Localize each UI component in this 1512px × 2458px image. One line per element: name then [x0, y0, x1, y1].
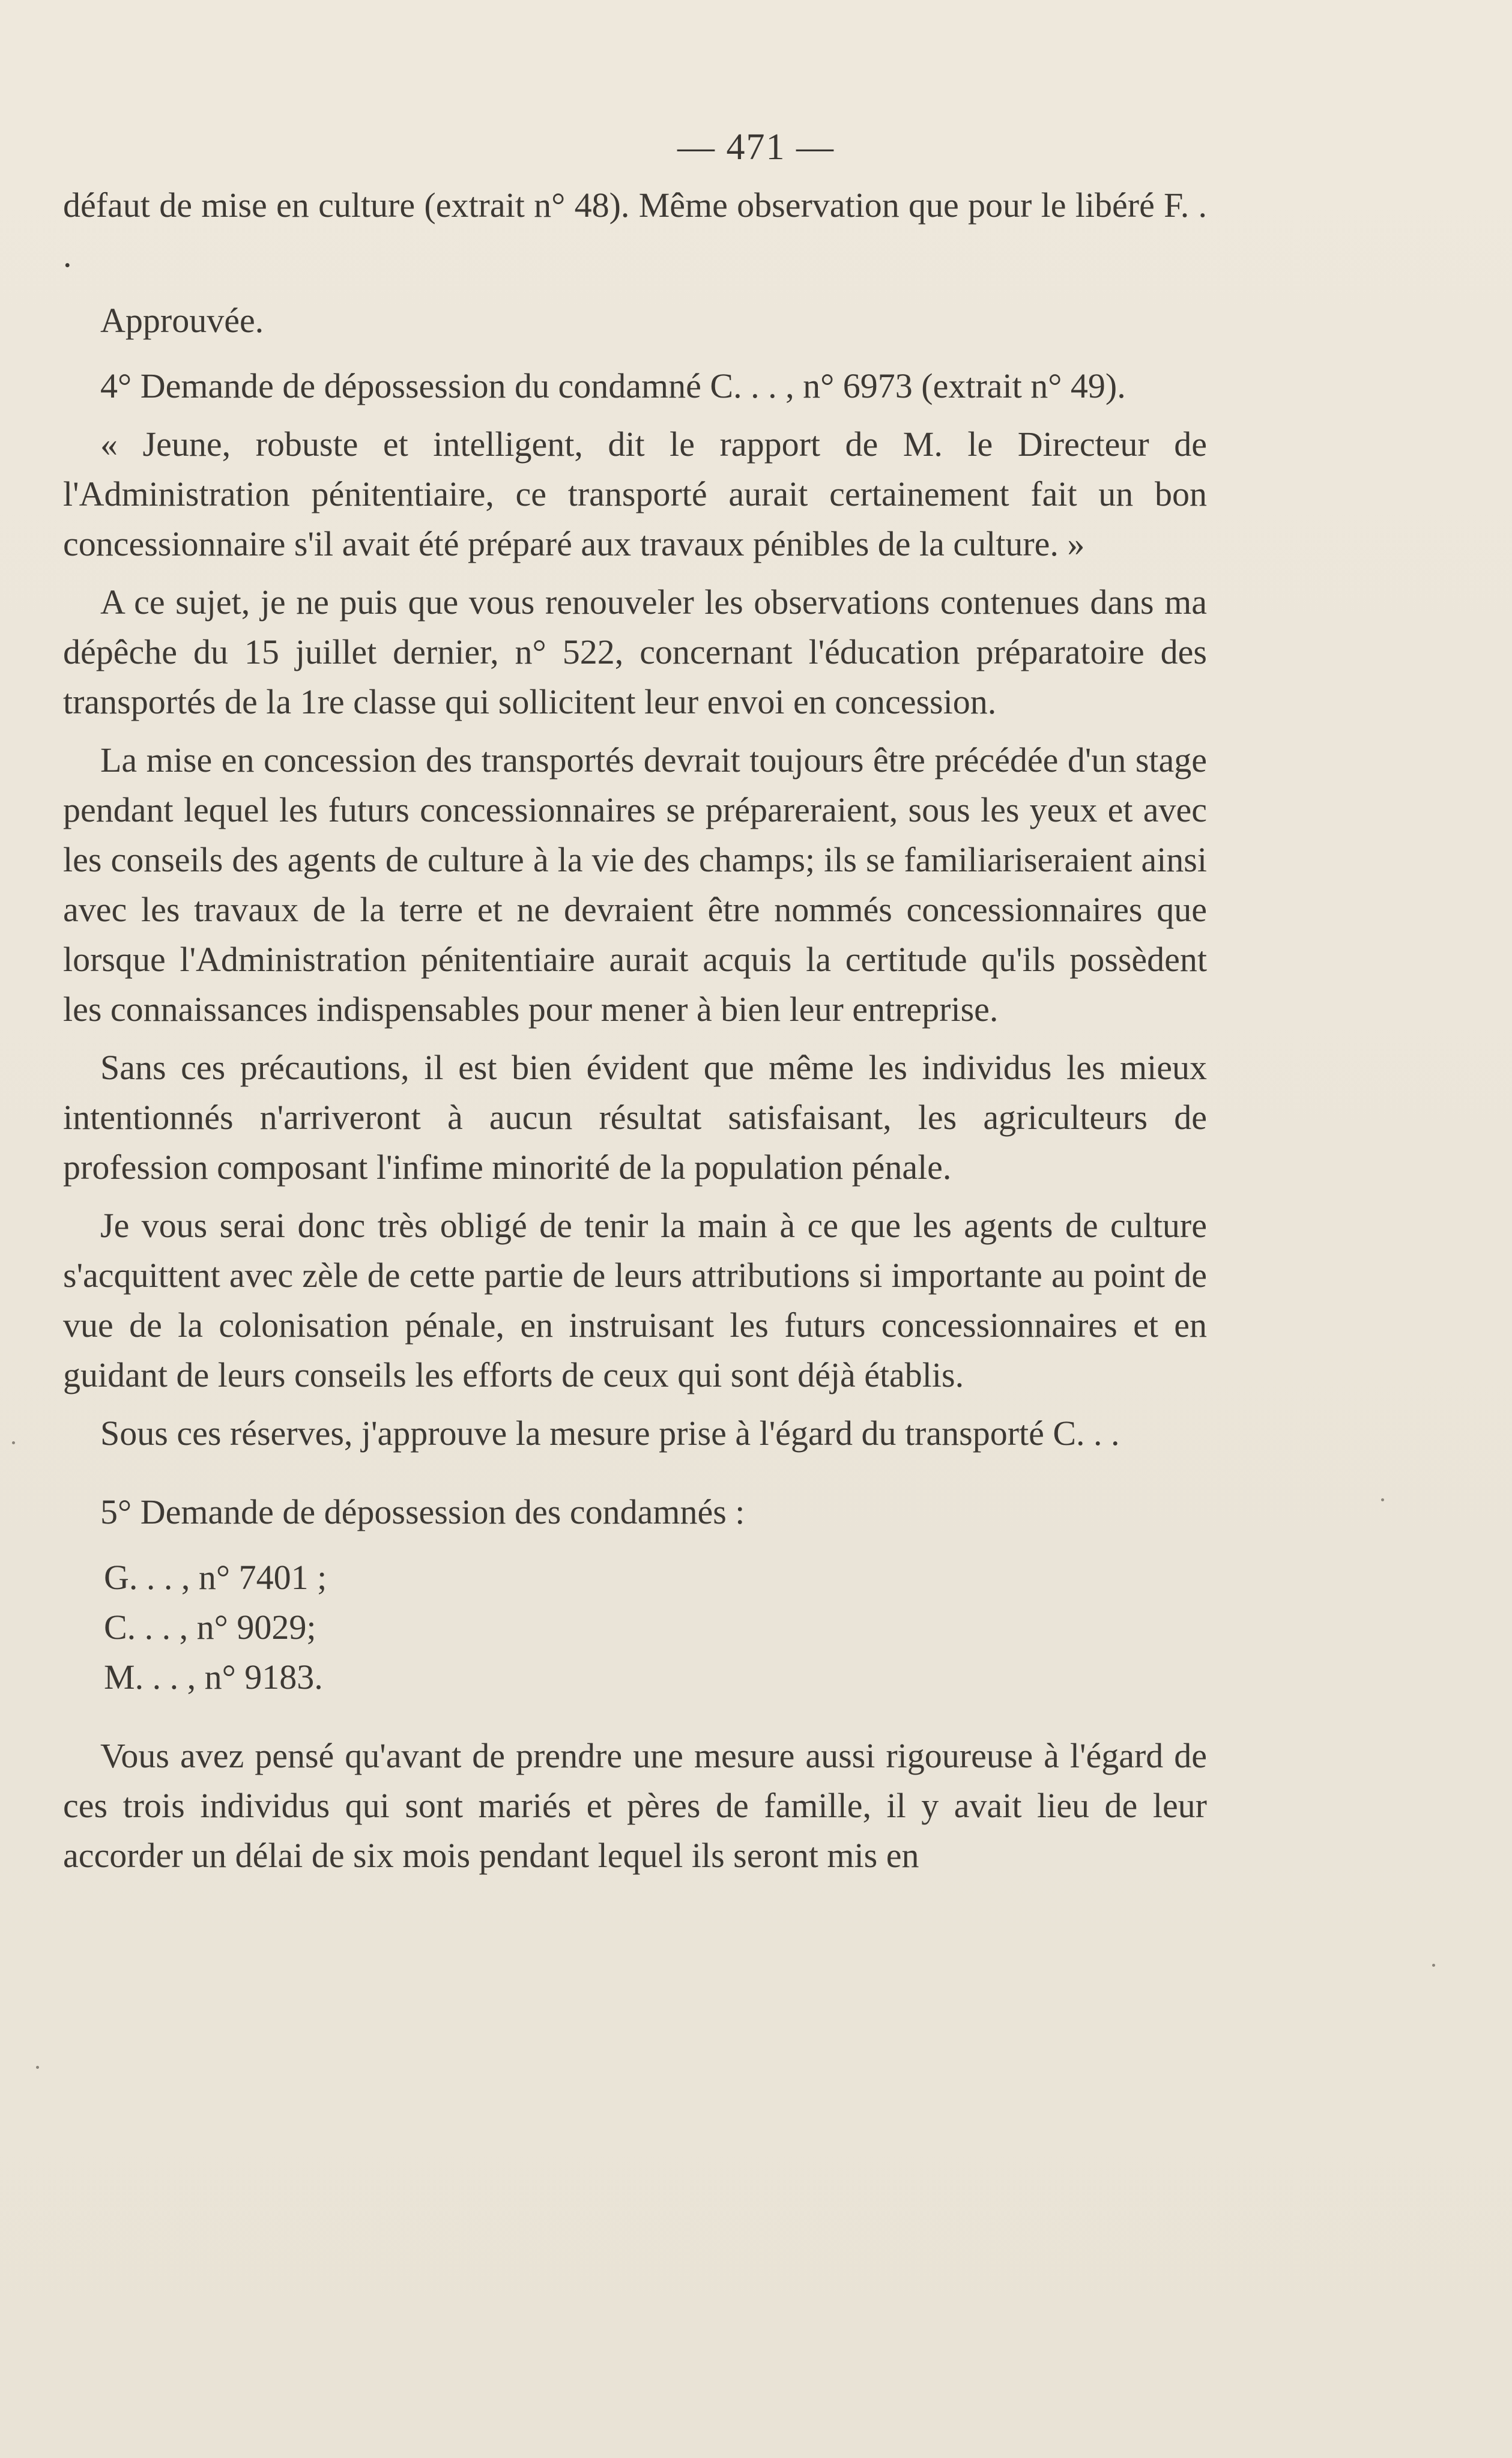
paragraph-quotation: « Jeune, robuste et intelligent, dit le rapport de M. le Directeur de l'Administration pénitentiaire, ce transporté aurait certainement fait un bon concessionnaire s'il avait été préparé aux travaux pénibles de la culture. »	[63, 425, 1207, 563]
paragraph-reserves: Sous ces réserves, j'approuve la mesure prise à l'égard du transporté C. . .	[100, 1414, 1120, 1453]
paragraph-item-5: 5° Demande de dépossession des condamnés :	[100, 1492, 745, 1531]
paragraph-continuation: défaut de mise en culture (extrait n° 48). Même observation que pour le libéré F. . .	[63, 186, 1207, 274]
list-item: M. . . , n° 9183.	[104, 1657, 323, 1697]
paper-speck	[36, 2066, 39, 2069]
condemned-list	[63, 1552, 1207, 1702]
page-number: — 471 —	[677, 127, 835, 168]
paragraph-closing: Vous avez pensé qu'avant de prendre une mesure aussi rigoureuse à l'égard de ces trois individus qui sont mariés et pères de famille, il y avait lieu de leur accorder un délai de six mois pendant lequel ils seront mis en	[63, 1736, 1207, 1875]
paragraph-item-4: 4° Demande de dépossession du condamné C. . . , n° 6973 (extrait n° 49).	[100, 366, 1126, 405]
paragraph-observations: A ce sujet, je ne puis que vous renouveler les observations contenues dans ma dépêche du 15 juillet dernier, n° 522, concernant l'éducation préparatoire des transportés de la 1re classe qui sollicitent leur envoi en concession.	[63, 583, 1207, 721]
paragraph-concession-stage: La mise en concession des transportés devrait toujours être précédée d'un stage pendant lequel les futurs concessionnaires se prépareraient, sous les yeux et avec les conseils des agents de culture à la vie des champs; ils se familiariseraient ainsi avec les travaux de la terre et ne devraient être nommés concessionnaires que lorsque l'Administration pénitentiaire aurait acquis la certitude qu'ils possèdent les connaissances indispensables pour mener à bien leur entreprise.	[63, 740, 1207, 1029]
paper-speck	[12, 1441, 15, 1444]
body-text	[63, 180, 1207, 1880]
list-item: C. . . , n° 9029;	[104, 1608, 316, 1647]
paper-speck	[1381, 1498, 1384, 1501]
paragraph-agents-culture: Je vous serai donc très obligé de tenir la main à ce que les agents de culture s'acquittent avec zèle de cette partie de leurs attributions si importante au point de vue de la colonisation pénale, en instruisant les futurs concessionnaires et en guidant de leurs conseils les efforts de ceux qui sont déjà établis.	[63, 1206, 1207, 1394]
paragraph-approval: Approuvée.	[100, 301, 264, 340]
list-item: G. . . , n° 7401 ;	[104, 1558, 327, 1597]
paragraph-precautions: Sans ces précautions, il est bien évident que même les individus les mieux intentionnés n'arriveront à aucun résultat satisfaisant, les agriculteurs de profession composant l'infime minorité de la population pénale.	[63, 1048, 1207, 1187]
paper-speck	[1432, 1964, 1435, 1967]
